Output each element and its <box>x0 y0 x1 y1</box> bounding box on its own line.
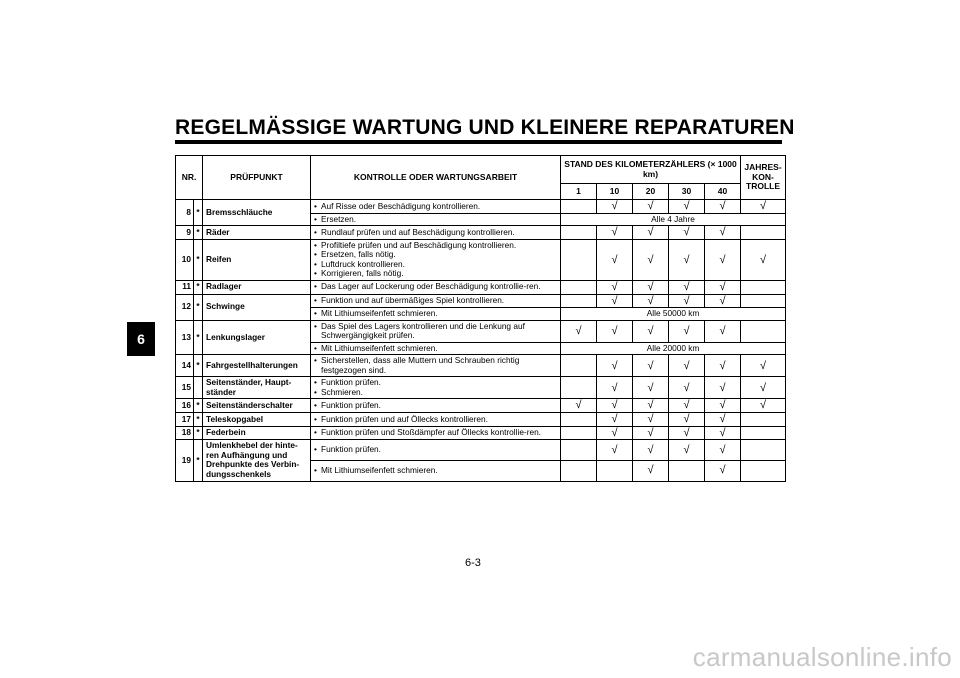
row-pruefpunkt: Seitenständer, Haupt-ständer <box>203 377 311 399</box>
row-asterisk: * <box>194 413 203 427</box>
row-pruefpunkt: Räder <box>203 226 311 240</box>
row-work <box>311 200 561 214</box>
table-row <box>176 426 786 440</box>
row-asterisk: * <box>194 239 203 280</box>
check-cell: √ <box>597 413 633 427</box>
check-cell: √ <box>705 399 741 413</box>
check-cell: √ <box>669 413 705 427</box>
page-number: 6-3 <box>465 557 481 569</box>
check-cell <box>561 460 597 481</box>
check-cell: √ <box>669 426 705 440</box>
row-pruefpunkt: Seitenständerschalter <box>203 399 311 413</box>
check-cell: √ <box>561 320 597 342</box>
row-asterisk: * <box>194 440 203 481</box>
row-pruefpunkt: Bremsschläuche <box>203 200 311 226</box>
check-cell: √ <box>597 440 633 461</box>
check-cell: √ <box>633 200 669 214</box>
work-item: • Mit Lithiumseifenfett schmieren. <box>314 466 557 476</box>
work-item: • Funktion prüfen. <box>314 378 557 388</box>
check-cell <box>561 413 597 427</box>
check-cell: √ <box>705 280 741 294</box>
check-cell: √ <box>669 320 705 342</box>
work-item: • Funktion prüfen und Stoßdämpfer auf Öllecks kontrollie-ren. <box>314 428 557 438</box>
work-item: • Profiltiefe prüfen und auf Beschädigung kontrollieren. <box>314 241 557 251</box>
check-cell: √ <box>633 355 669 377</box>
row-work <box>311 355 561 377</box>
chapter-tab: 6 <box>127 322 155 356</box>
check-cell: √ <box>633 226 669 240</box>
table-row <box>176 294 786 308</box>
header-km-20: 20 <box>633 184 669 200</box>
row-work <box>311 426 561 440</box>
row-work <box>311 226 561 240</box>
check-cell: √ <box>705 355 741 377</box>
check-cell: √ <box>633 413 669 427</box>
check-cell: √ <box>633 280 669 294</box>
table-row <box>176 399 786 413</box>
check-cell: √ <box>705 460 741 481</box>
check-cell-annual <box>741 280 786 294</box>
header-km-10: 10 <box>597 184 633 200</box>
check-cell: √ <box>597 399 633 413</box>
header-pruefpunkt: PRÜFPUNKT <box>203 156 311 200</box>
row-work <box>311 377 561 399</box>
row-number: 12 <box>176 294 194 320</box>
row-pruefpunkt: Fahrgestellhalterungen <box>203 355 311 377</box>
row-work <box>311 440 561 461</box>
check-cell-annual <box>741 460 786 481</box>
check-cell: √ <box>633 294 669 308</box>
check-cell: √ <box>597 226 633 240</box>
header-km-40: 40 <box>705 184 741 200</box>
check-cell <box>561 355 597 377</box>
work-item: • Das Lager auf Lockerung oder Beschädigung kontrollie-ren. <box>314 282 557 292</box>
row-work <box>311 460 561 481</box>
table-row <box>176 280 786 294</box>
check-cell <box>597 460 633 481</box>
row-pruefpunkt: Radlager <box>203 280 311 294</box>
check-cell: √ <box>633 239 669 280</box>
row-pruefpunkt: Lenkungslager <box>203 320 311 355</box>
interval-span: Alle 20000 km <box>561 342 786 355</box>
check-cell: √ <box>669 226 705 240</box>
work-item: • Sicherstellen, dass alle Muttern und Schrauben richtig festgezogen sind. <box>314 356 557 375</box>
row-asterisk: * <box>194 426 203 440</box>
check-cell: √ <box>561 399 597 413</box>
check-cell: √ <box>705 239 741 280</box>
row-work <box>311 213 561 226</box>
work-item: • Funktion prüfen. <box>314 445 557 455</box>
check-cell: √ <box>705 413 741 427</box>
check-cell: √ <box>597 320 633 342</box>
work-item: • Das Spiel des Lagers kontrollieren und die Lenkung auf Schwergängigkeit prüfen. <box>314 322 557 341</box>
check-cell-annual <box>741 413 786 427</box>
row-number: 10 <box>176 239 194 280</box>
check-cell <box>561 294 597 308</box>
check-cell: √ <box>705 377 741 399</box>
check-cell: √ <box>669 377 705 399</box>
table-row <box>176 440 786 461</box>
check-cell: √ <box>633 320 669 342</box>
row-asterisk: * <box>194 399 203 413</box>
work-item: • Funktion prüfen und auf Öllecks kontrollieren. <box>314 415 557 425</box>
row-asterisk: * <box>194 294 203 320</box>
check-cell: √ <box>669 440 705 461</box>
check-cell: √ <box>597 200 633 214</box>
check-cell-annual: √ <box>741 200 786 214</box>
row-asterisk: * <box>194 355 203 377</box>
work-item: • Mit Lithiumseifenfett schmieren. <box>314 344 557 354</box>
row-asterisk: * <box>194 226 203 240</box>
interval-span: Alle 50000 km <box>561 308 786 321</box>
table-row <box>176 239 786 280</box>
row-pruefpunkt: Umlenkhebel der hinte-ren Aufhängung und Drehpunkte des Verbin-dungsschenkels <box>203 440 311 481</box>
row-work <box>311 239 561 280</box>
check-cell: √ <box>633 399 669 413</box>
header-stand: STAND DES KILOMETERZÄHLERS (× 1000 km) <box>561 156 741 184</box>
check-cell: √ <box>597 426 633 440</box>
check-cell: √ <box>705 320 741 342</box>
work-item: • Ersetzen, falls nötig. <box>314 250 557 260</box>
check-cell: √ <box>597 239 633 280</box>
check-cell: √ <box>705 294 741 308</box>
row-work <box>311 342 561 355</box>
row-number: 14 <box>176 355 194 377</box>
row-number: 17 <box>176 413 194 427</box>
work-item: • Rundlauf prüfen und auf Beschädigung kontrollieren. <box>314 228 557 238</box>
header-jahres: JAHRES-KON-TROLLE <box>741 156 786 200</box>
row-number: 9 <box>176 226 194 240</box>
row-number: 11 <box>176 280 194 294</box>
work-item: • Funktion prüfen. <box>314 401 557 411</box>
work-item: • Korrigieren, falls nötig. <box>314 269 557 279</box>
table-row <box>176 226 786 240</box>
check-cell-annual <box>741 294 786 308</box>
check-cell: √ <box>705 226 741 240</box>
check-cell: √ <box>597 377 633 399</box>
work-item: • Schmieren. <box>314 388 557 398</box>
row-asterisk: * <box>194 320 203 355</box>
check-cell-annual <box>741 440 786 461</box>
check-cell: √ <box>669 399 705 413</box>
check-cell <box>561 200 597 214</box>
check-cell: √ <box>705 200 741 214</box>
row-work <box>311 320 561 342</box>
table-row <box>176 200 786 214</box>
check-cell: √ <box>669 200 705 214</box>
check-cell <box>561 280 597 294</box>
page-title: REGELMÄSSIGE WARTUNG UND KLEINERE REPARATUREN <box>175 116 795 139</box>
check-cell-annual: √ <box>741 399 786 413</box>
row-asterisk <box>194 377 203 399</box>
row-work <box>311 399 561 413</box>
check-cell: √ <box>633 377 669 399</box>
check-cell: √ <box>597 294 633 308</box>
row-pruefpunkt: Reifen <box>203 239 311 280</box>
check-cell <box>561 426 597 440</box>
row-asterisk: * <box>194 200 203 226</box>
work-item: • Ersetzen. <box>314 215 557 225</box>
check-cell-annual <box>741 226 786 240</box>
header-kontrolle: KONTROLLE ODER WARTUNGSARBEIT <box>311 156 561 200</box>
check-cell: √ <box>705 440 741 461</box>
table-row <box>176 377 786 399</box>
check-cell-annual: √ <box>741 239 786 280</box>
check-cell: √ <box>633 426 669 440</box>
check-cell: √ <box>669 294 705 308</box>
check-cell: √ <box>597 355 633 377</box>
check-cell: √ <box>633 440 669 461</box>
check-cell: √ <box>597 280 633 294</box>
row-number: 16 <box>176 399 194 413</box>
interval-span: Alle 4 Jahre <box>561 213 786 226</box>
row-number: 8 <box>176 200 194 226</box>
title-rule <box>175 140 782 144</box>
table-row <box>176 413 786 427</box>
check-cell-annual <box>741 320 786 342</box>
watermark: carmanualsonline.info <box>692 642 952 672</box>
check-cell <box>561 440 597 461</box>
row-number: 15 <box>176 377 194 399</box>
table-row <box>176 355 786 377</box>
row-work <box>311 280 561 294</box>
row-work <box>311 413 561 427</box>
header-km-1: 1 <box>561 184 597 200</box>
work-item: • Mit Lithiumseifenfett schmieren. <box>314 309 557 319</box>
check-cell: √ <box>705 426 741 440</box>
row-number: 19 <box>176 440 194 481</box>
header-nr: NR. <box>176 156 203 200</box>
check-cell-annual: √ <box>741 355 786 377</box>
table-row <box>176 320 786 342</box>
maintenance-table <box>175 155 786 482</box>
row-number: 18 <box>176 426 194 440</box>
work-item: • Auf Risse oder Beschädigung kontrollieren. <box>314 202 557 212</box>
work-item: • Funktion und auf übermäßiges Spiel kontrollieren. <box>314 296 557 306</box>
check-cell <box>561 226 597 240</box>
check-cell <box>561 239 597 280</box>
check-cell: √ <box>669 280 705 294</box>
check-cell-annual: √ <box>741 377 786 399</box>
work-item: • Luftdruck kontrollieren. <box>314 260 557 270</box>
row-pruefpunkt: Teleskopgabel <box>203 413 311 427</box>
row-pruefpunkt: Schwinge <box>203 294 311 320</box>
check-cell <box>561 377 597 399</box>
check-cell: √ <box>633 460 669 481</box>
row-work <box>311 308 561 321</box>
check-cell: √ <box>669 239 705 280</box>
check-cell <box>669 460 705 481</box>
header-km-30: 30 <box>669 184 705 200</box>
row-asterisk: * <box>194 280 203 294</box>
check-cell: √ <box>669 355 705 377</box>
row-work <box>311 294 561 308</box>
row-number: 13 <box>176 320 194 355</box>
row-pruefpunkt: Federbein <box>203 426 311 440</box>
check-cell-annual <box>741 426 786 440</box>
